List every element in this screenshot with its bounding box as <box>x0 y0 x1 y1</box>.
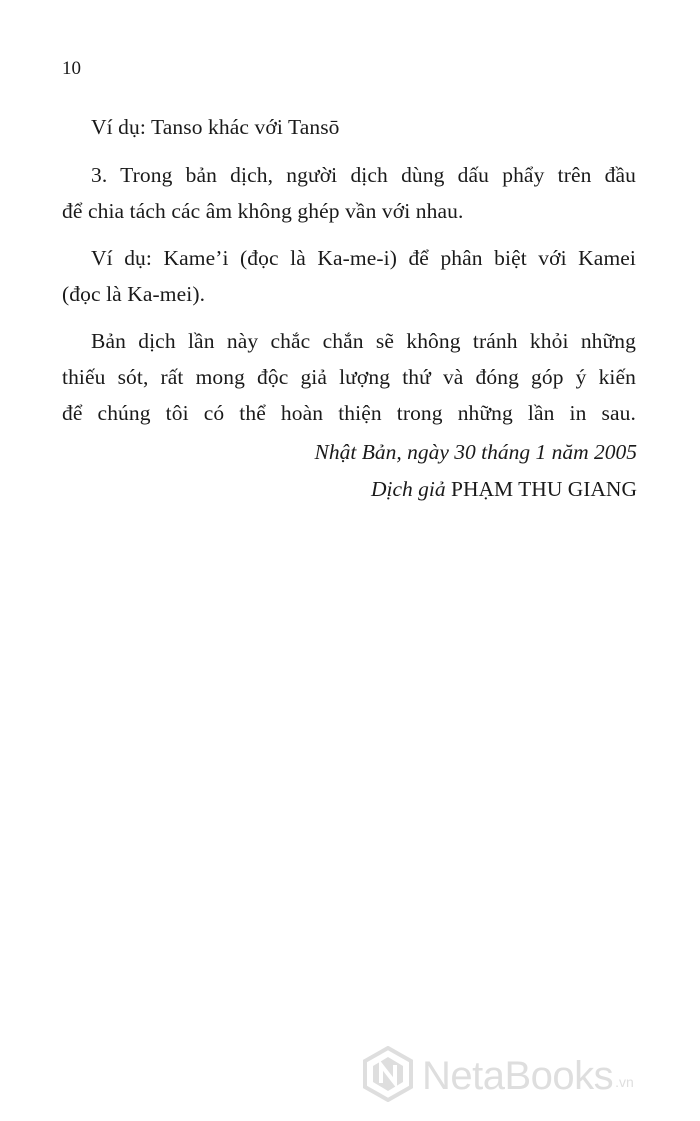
signature-place-date <box>315 440 638 465</box>
netabooks-logo-icon <box>362 1046 414 1107</box>
example-line-kamei-2: (đọc là Ka-mei). <box>62 282 206 306</box>
signature-translator <box>371 477 637 502</box>
closing-paragraph-line-3: để chúng tôi có thể hoàn thiện trong những lần in sau. <box>62 401 636 425</box>
paragraph-3-line-1: 3. Trong bản dịch, người dịch dùng dấu phẩy trên đầu <box>91 163 636 187</box>
closing-paragraph-line-1: Bản dịch lần này chắc chắn sẽ không tránh khỏi những <box>91 329 636 353</box>
signature-place-date-text: Nhật Bản, ngày 30 tháng 1 năm 2005 <box>314 440 637 464</box>
paragraph-3-line-2: để chia tách các âm không ghép vần với nhau. <box>62 199 464 223</box>
example-line-tanso: Ví dụ: Tanso khác với Tansō <box>91 115 340 139</box>
watermark <box>362 1046 634 1106</box>
signature-role: Dịch giả <box>371 477 446 501</box>
signature-name: PHẠM THU GIANG <box>451 477 637 501</box>
example-line-kamei-1: Ví dụ: Kame’i (đọc là Ka-me-i) để phân biệt với Kamei <box>91 246 636 270</box>
watermark-brand: NetaBooks <box>422 1053 614 1098</box>
closing-paragraph-line-2: thiếu sót, rất mong độc giả lượng thứ và đóng góp ý kiến <box>62 365 636 389</box>
watermark-suffix: .vn <box>615 1074 634 1090</box>
page-number: 10 <box>62 58 81 79</box>
